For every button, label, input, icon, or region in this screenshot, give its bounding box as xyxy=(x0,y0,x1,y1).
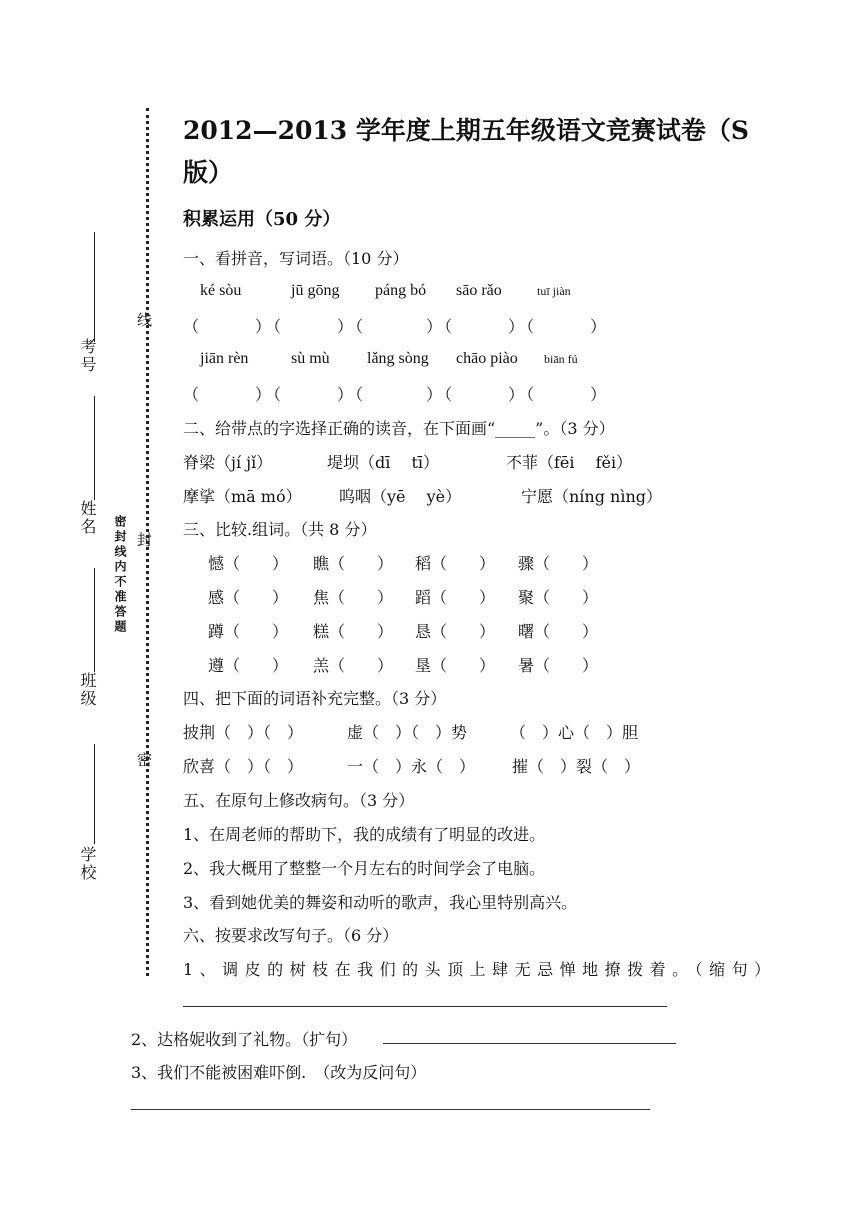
q2-item-4: 摩挲（mā mó） xyxy=(183,487,302,506)
feng-label: 封 xyxy=(135,532,153,549)
q3-cell: 曙（ ） xyxy=(518,622,599,641)
q1-pinyin-8: lǎng sòng xyxy=(367,350,429,367)
q6-answer-line-2[interactable] xyxy=(383,1043,676,1044)
q3-cell: 稻（ ） xyxy=(415,554,496,573)
q2-item-3: 不菲（fēi fěi） xyxy=(506,453,633,472)
q3-cell: 憾（ ） xyxy=(208,554,289,573)
xingming-label: 姓名 xyxy=(78,500,97,536)
q6-item-1: 1、调皮的树枝在我们的头顶上肆无忌惮地撩拨着。（缩句） xyxy=(183,960,777,979)
q3-cell: 蹈（ ） xyxy=(415,588,496,607)
q1-pinyin-3: páng bó xyxy=(375,282,427,299)
q1-pinyin-5: tuī jiàn xyxy=(537,284,571,298)
q1-pinyin-1: ké sòu xyxy=(200,282,242,299)
q5-item-1: 1、在周老师的帮助下，我的成绩有了明显的改进。 xyxy=(183,825,546,844)
q5-title: 五、在原句上修改病句。（3 分） xyxy=(183,791,415,810)
q3-cell: 焦（ ） xyxy=(313,588,394,607)
q6-answer-line-3[interactable] xyxy=(131,1109,650,1110)
q1-brackets-1: （ ）（ ）（ ）（ ）（ ） xyxy=(183,317,609,336)
q6-item-2: 2、达格妮收到了礼物。（扩句） xyxy=(131,1030,358,1049)
kaohao-line xyxy=(94,232,95,342)
q3-cell: 羔（ ） xyxy=(313,656,394,675)
q1-pinyin-6: jiān rèn xyxy=(200,350,249,367)
q1-title: 一、看拼音，写词语。（10 分） xyxy=(183,249,409,268)
seal-dotted-line xyxy=(146,108,149,976)
q2-item-1: 脊梁（jí jǐ） xyxy=(183,453,273,472)
q4-title: 四、把下面的词语补充完整。（3 分） xyxy=(183,689,447,708)
q3-cell: 瞧（ ） xyxy=(313,554,394,573)
banji-label: 班级 xyxy=(78,672,97,708)
q3-cell: 糕（ ） xyxy=(313,622,394,641)
xian-label: 线 xyxy=(135,312,153,329)
banji-line xyxy=(94,568,95,672)
q5-item-2: 2、我大概用了整整一个月左右的时间学会了电脑。 xyxy=(183,859,546,878)
q3-cell: 感（ ） xyxy=(208,588,289,607)
q3-title: 三、比较.组词。（共 8 分） xyxy=(183,520,377,539)
q3-cell: 暑（ ） xyxy=(518,656,599,675)
q1-pinyin-7: sù mù xyxy=(291,350,330,367)
exam-title-line2: 版） xyxy=(183,158,234,187)
q6-title: 六、按要求改写句子。（6 分） xyxy=(183,926,399,945)
q3-cell: 聚（ ） xyxy=(518,588,599,607)
mi-label: 密 xyxy=(135,752,153,769)
q4-item-3: （ ）心（ ）胆 xyxy=(510,723,639,742)
kaohao-label: 考号 xyxy=(78,338,97,374)
section-title: 积累运用（50 分） xyxy=(183,209,341,230)
xuexiao-label: 学校 xyxy=(78,846,97,882)
q2-item-2: 堤坝（dī tī） xyxy=(327,453,439,472)
exam-title-line1: 2012—2013 学年度上期五年级语文竞赛试卷（S xyxy=(183,116,749,145)
q3-cell: 垦（ ） xyxy=(415,656,496,675)
q4-item-6: 摧（ ）裂（ ） xyxy=(512,757,641,776)
q1-pinyin-2: jū gōng xyxy=(291,282,340,299)
q6-item-3: 3、我们不能被困难吓倒. （改为反问句） xyxy=(131,1063,427,1082)
q4-item-5: 一（ ）永（ ） xyxy=(347,757,476,776)
q2-title: 二、给带点的字选择正确的读音，在下面画“_____”。（3 分） xyxy=(183,419,615,438)
q1-pinyin-4: sāo rǎo xyxy=(456,282,502,299)
xuexiao-line xyxy=(94,744,95,844)
q1-pinyin-9: chāo piào xyxy=(456,350,518,367)
xingming-line xyxy=(94,396,95,500)
q1-pinyin-10: biān fú xyxy=(544,352,578,366)
q4-item-4: 欣喜（ ）（ ） xyxy=(183,757,304,776)
q1-brackets-2: （ ）（ ）（ ）（ ）（ ） xyxy=(183,385,609,404)
q3-cell: 遵（ ） xyxy=(208,656,289,675)
q2-item-6: 宁愿（níng nìng） xyxy=(521,487,663,506)
q6-answer-line-1[interactable] xyxy=(183,1006,667,1007)
q4-item-1: 披荆（ ）（ ） xyxy=(183,723,304,742)
q4-item-2: 虚（ ）（ ）势 xyxy=(347,723,468,742)
q3-cell: 恳（ ） xyxy=(415,622,496,641)
seal-notice: 密封线内不准答题 xyxy=(113,515,127,635)
q5-item-3: 3、看到她优美的舞姿和动听的歌声，我心里特别高兴。 xyxy=(183,893,578,912)
q3-cell: 骤（ ） xyxy=(518,554,599,573)
q2-item-5: 呜咽（yē yè） xyxy=(339,487,462,506)
q3-cell: 蹲（ ） xyxy=(208,622,289,641)
